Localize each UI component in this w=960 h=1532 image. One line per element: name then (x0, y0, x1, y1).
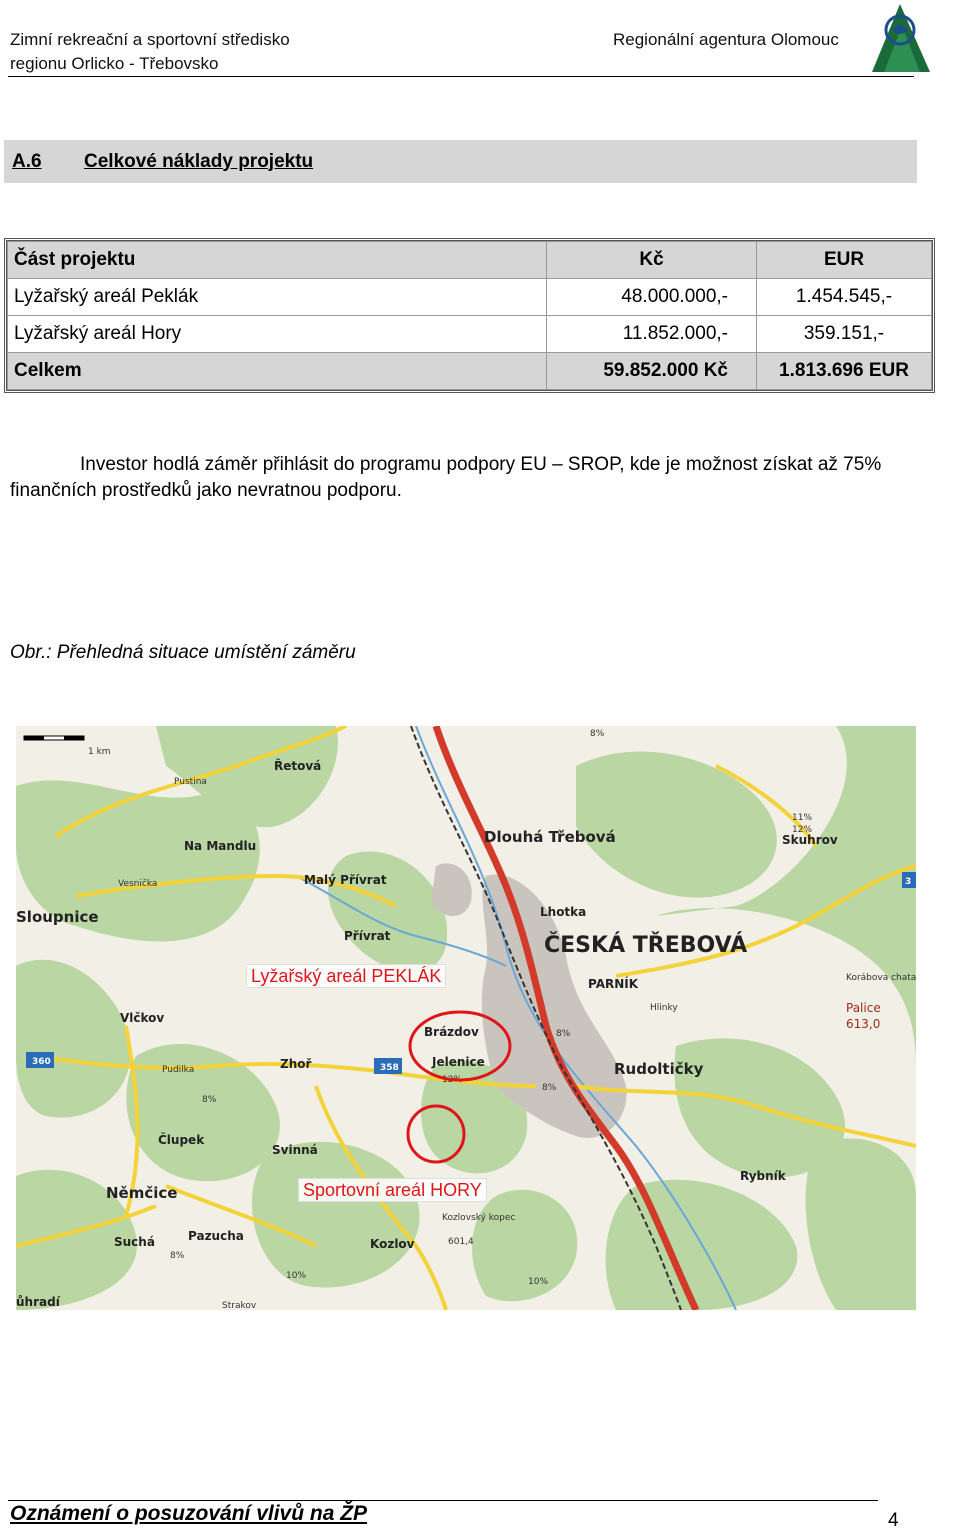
road-number-badge (26, 1052, 54, 1068)
figure-caption: Obr.: Přehledná situace umístění záměru (10, 642, 356, 663)
table-row (8, 279, 932, 316)
table-total-row (8, 353, 932, 390)
place-label: Rudoltičky (614, 1060, 704, 1078)
grade-label: 12% (442, 1075, 463, 1085)
footer-text: Oznámení o posuzování vlivů na ŽP (10, 1502, 368, 1525)
svg-text:360: 360 (32, 1057, 51, 1067)
place-label: Lhotka (540, 905, 587, 919)
place-label: Pustina (174, 777, 207, 787)
header-left-line1: Zimní rekreační a sportovní středisko (10, 30, 290, 49)
table-cell: 48.000.000,- (547, 279, 757, 316)
grade-label: 10% (286, 1271, 307, 1281)
table-cell: 359.151,- (757, 316, 932, 353)
place-label: Člupek (158, 1133, 205, 1147)
place-label: ůhradí (16, 1295, 60, 1309)
place-label: 601,4 (448, 1237, 474, 1247)
footer-rule (8, 1500, 878, 1501)
grade-label: 8% (542, 1083, 557, 1093)
costs-table (4, 238, 935, 393)
place-label: Jelenice (432, 1055, 485, 1069)
table-header-cell: Kč (547, 242, 757, 279)
table-header-cell: Část projektu (8, 242, 547, 279)
table-cell: Lyžařský areál Peklák (8, 279, 547, 316)
scale-label: 1 km (88, 747, 111, 757)
road-number-badge (374, 1058, 402, 1074)
location-map (16, 726, 916, 1310)
map-label-peklak: Lyžařský areál PEKLÁK (246, 964, 446, 988)
section-number: A.6 (12, 150, 42, 172)
place-label: Suchá (114, 1235, 155, 1249)
page-number: 4 (888, 1510, 899, 1531)
header-rule (8, 76, 914, 77)
place-label: Pazucha (188, 1229, 244, 1243)
place-label: ČESKÁ TŘEBOVÁ (544, 933, 748, 958)
table-cell: Lyžařský areál Hory (8, 316, 547, 353)
place-label: Korábova chata (846, 973, 916, 983)
scale-bar (24, 736, 111, 757)
table-cell: 1.454.545,- (757, 279, 932, 316)
table-cell: 1.813.696 EUR (757, 353, 932, 390)
place-label: Kozlov (370, 1237, 415, 1251)
place-label: Hlinky (650, 1003, 678, 1013)
place-label: Němčice (106, 1184, 178, 1202)
section-heading (4, 140, 917, 183)
section-title: Celkové náklady projektu (84, 150, 314, 172)
svg-text:3: 3 (905, 877, 912, 887)
agency-logo-icon (868, 0, 932, 74)
place-label: Svinná (272, 1143, 318, 1157)
table-cell: 11.852.000,- (547, 316, 757, 353)
place-label: Sloupnice (16, 908, 99, 926)
place-label: Vesnička (118, 879, 158, 889)
table-header-cell: EUR (757, 242, 932, 279)
table-cell: 59.852.000 Kč (547, 353, 757, 390)
grade-label: 11% (792, 813, 813, 823)
grade-label: 8% (170, 1251, 185, 1261)
body-paragraph: Investor hodlá záměr přihlásit do programu podpory EU – SROP, kde je možnost získat až 75% finančních prostředků jako nevratnou podporu. (10, 454, 882, 501)
table-cell: Celkem (8, 353, 547, 390)
road-number-badge (902, 872, 916, 888)
place-label: Brázdov (424, 1025, 479, 1039)
place-label: Rybník (740, 1169, 786, 1183)
place-label: Na Mandlu (184, 839, 257, 853)
place-label: Dlouhá Třebová (484, 828, 616, 846)
grade-label: 8% (202, 1095, 217, 1105)
place-label: Pudilka (162, 1065, 195, 1075)
place-label: Skuhrov (782, 833, 838, 847)
grade-label: 8% (590, 729, 605, 739)
grade-label: 10% (528, 1277, 549, 1287)
place-label: Kozlovský kopec (442, 1213, 516, 1223)
place-label: Řetová (274, 759, 322, 773)
place-label: 613,0 (846, 1017, 881, 1031)
table-header-row (8, 242, 932, 279)
svg-text:358: 358 (380, 1063, 399, 1073)
place-label: Malý Přívrat (304, 873, 387, 887)
place-label: Vlčkov (120, 1011, 165, 1025)
header-right: Regionální agentura Olomouc (613, 30, 839, 49)
place-label: PARNÍK (588, 977, 639, 991)
place-label: Zhoř (280, 1057, 312, 1071)
table-row (8, 316, 932, 353)
place-label: Přívrat (344, 929, 391, 943)
map-label-hory: Sportovní areál HORY (298, 1178, 487, 1202)
header-left-line2: regionu Orlicko - Třebovsko (10, 54, 219, 73)
place-label: Palice (846, 1001, 881, 1015)
grade-label: 12% (792, 825, 813, 835)
grade-label: 8% (556, 1029, 571, 1039)
place-label: Strakov (222, 1301, 257, 1310)
